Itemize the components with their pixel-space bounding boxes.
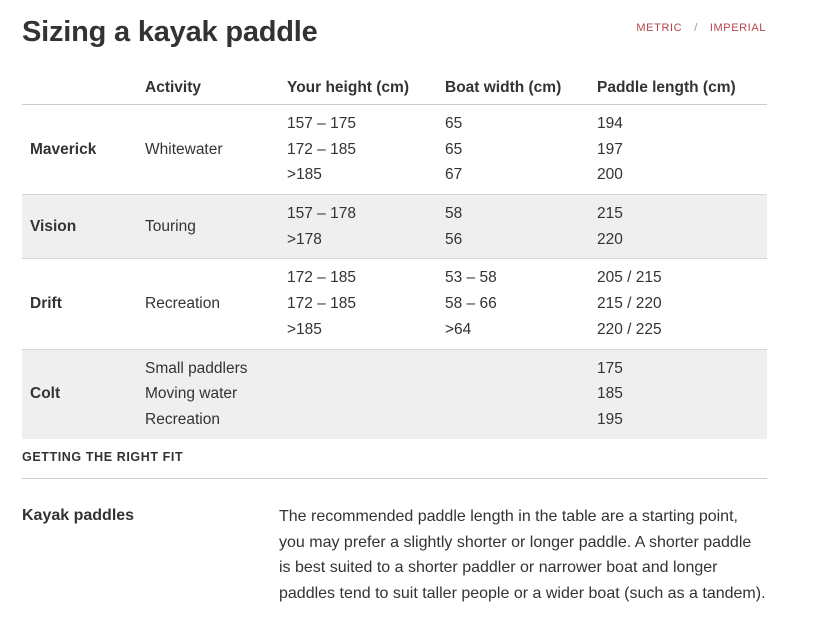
height-value: >178 (287, 230, 322, 248)
length-cell (589, 349, 767, 439)
sizing-table (22, 72, 767, 439)
activity-cell (137, 349, 279, 439)
header-boat-width: Boat width (cm) (437, 72, 589, 105)
height-cell (279, 195, 437, 259)
width-value: 67 (445, 166, 463, 184)
model-name: Colt (22, 349, 137, 439)
height-value: 172 – 185 (287, 269, 356, 287)
width-value: 53 – 58 (445, 269, 497, 287)
width-value: 58 (445, 205, 463, 223)
section-title: GETTING THE RIGHT FIT (22, 450, 184, 464)
width-value: 65 (445, 140, 463, 158)
length-value: 185 (597, 385, 623, 403)
section-divider (22, 478, 767, 479)
height-value: >185 (287, 166, 322, 184)
unit-separator: / (694, 22, 698, 34)
header-height: Your height (cm) (279, 72, 437, 105)
header-model (22, 72, 137, 105)
unit-switcher (636, 22, 766, 34)
activity-value: Small paddlers (145, 359, 248, 377)
activity-cell (137, 259, 279, 349)
height-cell (279, 349, 437, 439)
length-value: 215 / 220 (597, 295, 662, 313)
length-value: 215 (597, 205, 623, 223)
height-value: >185 (287, 320, 322, 338)
table-row-colt (22, 349, 767, 439)
length-cell (589, 259, 767, 349)
width-value: >64 (445, 320, 472, 338)
height-value: 172 – 185 (287, 140, 356, 158)
header-paddle-length: Paddle length (cm) (589, 72, 767, 105)
page-title: Sizing a kayak paddle (22, 16, 318, 48)
activity-cell (137, 195, 279, 259)
width-value: 56 (445, 230, 463, 248)
width-cell (437, 259, 589, 349)
activity-value: Touring (145, 217, 196, 235)
activity-value: Moving water (145, 385, 238, 403)
height-value: 157 – 178 (287, 205, 356, 223)
length-value: 200 (597, 166, 623, 184)
width-value: 65 (445, 115, 463, 132)
height-value: 172 – 185 (287, 295, 356, 313)
table-header-row (22, 72, 767, 105)
length-value: 195 (597, 410, 623, 428)
metric-link[interactable]: METRIC (636, 22, 683, 34)
activity-value: Recreation (145, 410, 220, 428)
height-value: 157 – 175 (287, 115, 356, 132)
length-value: 194 (597, 115, 623, 132)
table-row-maverick (22, 105, 767, 195)
length-cell (589, 195, 767, 259)
length-value: 220 (597, 230, 623, 248)
width-cell (437, 349, 589, 439)
header-activity: Activity (137, 72, 279, 105)
fit-label: Kayak paddles (22, 507, 135, 524)
width-cell (437, 105, 589, 195)
length-value: 197 (597, 140, 623, 158)
activity-value: Whitewater (145, 140, 223, 158)
width-cell (437, 195, 589, 259)
width-value: 58 – 66 (445, 295, 497, 313)
model-name: Drift (22, 259, 137, 349)
model-name: Vision (22, 195, 137, 259)
length-value: 205 / 215 (597, 269, 662, 287)
fit-description: The recommended paddle length in the table are a starting point, you may prefer a slightly shorter or longer paddle. A shorter paddle is best suited to a shorter paddler or narrower boat and longer paddles tend to suit taller people or a wider boat (such as a tandem). (279, 508, 766, 602)
activity-cell (137, 105, 279, 195)
height-cell (279, 259, 437, 349)
height-cell (279, 105, 437, 195)
model-name: Maverick (22, 105, 137, 195)
length-value: 220 / 225 (597, 320, 662, 338)
activity-value: Recreation (145, 294, 220, 312)
table-row-vision (22, 195, 767, 259)
length-cell (589, 105, 767, 195)
table-row-drift (22, 259, 767, 349)
length-value: 175 (597, 359, 623, 377)
imperial-link[interactable]: IMPERIAL (709, 22, 766, 34)
